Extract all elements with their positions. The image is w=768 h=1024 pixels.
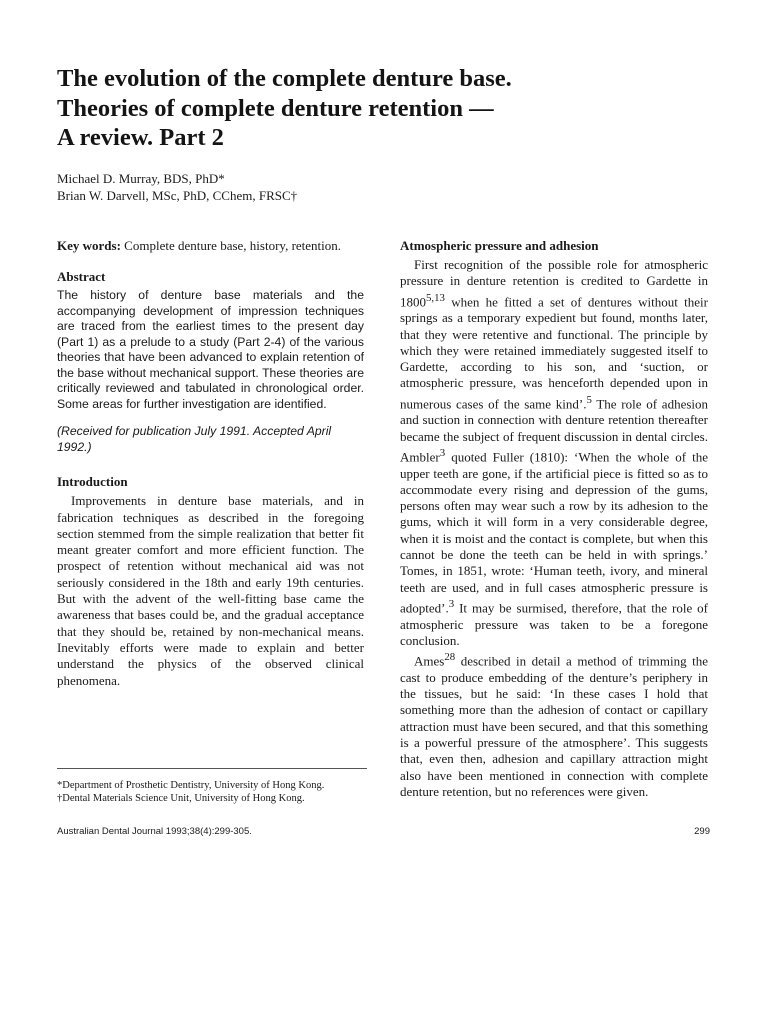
received-note: (Received for publication July 1991. Accepted April 1992.) <box>57 424 332 454</box>
keywords <box>57 238 364 254</box>
reference-superscript: 3 <box>448 597 455 610</box>
introduction-heading: Introduction <box>57 474 128 490</box>
left-column <box>57 238 364 689</box>
para1-text-d: quoted Fuller (1810): ‘When the whole of the upper teeth are gone, if the artificial piece is fitted so as to accommodate every rising and depression of the gums, persons often may wear such a row by its adhesion to the gums, which it will form in a very considerable degree, when it is moist and the contact is complete, but when this cannot be done the teeth can be held in with springs.’ Tomes, in 1851, wrote: ‘Human teeth, ivory, and mineral teeth are used, and in full cases atmospheric pressure is adopted’. <box>400 449 708 616</box>
reference-superscript: 5 <box>586 393 592 406</box>
title-line-2: Theories of complete denture retention — <box>57 94 494 122</box>
para2-text-b: described in detail a method of trimming the cast to produce embedding of the denture’s periphery in the tissues, but he said: ‘In these cases I hold that something more than the adhesion of contact or capillary attraction must have been secured, and that this something is a powerful pressure of the atmosphere’. This suggests that, even then, adhesion and capillary attraction might also have been mentioned in connection with complete denture retention, but no references were given. <box>400 653 708 799</box>
para1-text-b: when he fitted a set of dentures without their springs as a temporary expedient but found, months later, that they were retentive and functional. The principle by which they were retained immediately suggested itself to Gardette, according to his son, and ‘suction, or atmospheric pressure, was henceforth depended upon in numerous cases of the same kind’. <box>400 293 708 412</box>
page-number: 299 <box>694 826 710 837</box>
reference-superscript: 3 <box>439 446 446 459</box>
atmospheric-paragraph-2 <box>400 649 708 800</box>
para2-text-a: Ames <box>414 653 445 669</box>
introduction-text: Improvements in denture base materials, and in fabrication techniques as described in the foregoing section stemmed from the simple realization that better fit meant greater comfort and more efficient function. The prospect of retention without mechanical aid was not seriously considered in the 18th and early 19th centuries. But with the advent of the well-fitting base came the awareness that bases could be, and the gradual acceptance that they should be, retained by non-mechanical means. Inevitably efforts were made to explain and better understand the physics of the observed clinical phenomena. <box>57 493 364 688</box>
abstract-heading: Abstract <box>57 269 106 285</box>
journal-citation: Australian Dental Journal 1993;38(4):299-305. <box>57 826 252 837</box>
article-title <box>57 64 697 153</box>
footnote-materials: †Dental Materials Science Unit, University of Hong Kong. <box>57 793 305 804</box>
keywords-text: Complete denture base, history, retention. <box>124 238 342 253</box>
atmospheric-paragraph-1 <box>400 257 708 649</box>
footnote-prosthetic: *Department of Prosthetic Dentistry, University of Hong Kong. <box>57 780 325 791</box>
para1-text-c: The role of adhesion and suction in connection with denture retention thereafter became the subject of frequent discussion in dental circles. Ambler <box>400 396 709 465</box>
author-murray: Michael D. Murray, BDS, PhD* <box>57 171 225 186</box>
title-line-1: The evolution of the complete denture base. <box>57 65 512 92</box>
affiliation-footnotes <box>57 768 367 805</box>
reference-superscript: 28 <box>444 651 456 664</box>
abstract-text: The history of denture base materials and the accompanying development of impression techniques are traced from the earliest times to the present day (Part 1) as a prelude to a study (Part 2-4) of the various theories that have been advanced to explain retention of the base without mechanical support. These theories are critically reviewed and tabulated in chronological order. Some areas for further investigation are identified. <box>57 288 364 411</box>
author-darvell: Brian W. Darvell, MSc, PhD, CChem, FRSC† <box>57 188 298 203</box>
atmospheric-heading: Atmospheric pressure and adhesion <box>400 238 599 253</box>
para1-text-a: First recognition of the possible role for atmospheric pressure in denture retention is credited to Gardette in 1800 <box>400 257 708 309</box>
para1-text-e: It may be surmised, therefore, that the role of atmospheric pressure was taken to be a foregone conclusion. <box>400 600 708 648</box>
author-list <box>57 170 557 204</box>
right-column <box>400 238 708 800</box>
reference-superscript: 5,13 <box>426 291 445 304</box>
keywords-label: Key words: <box>57 238 121 253</box>
title-line-3: A review. Part 2 <box>57 124 224 151</box>
